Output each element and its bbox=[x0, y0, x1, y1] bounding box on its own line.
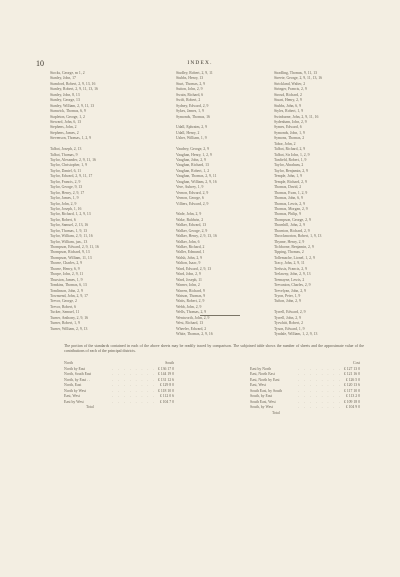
index-entry: Turner, Anthony, 2, 9, 16 bbox=[50, 315, 89, 320]
index-entry: Taylor, Francis, 2, 9 bbox=[50, 179, 81, 184]
table-header-value: Cost bbox=[353, 361, 360, 365]
index-entry: Tomlinson, John, 2, 9 bbox=[50, 288, 83, 293]
leader-dots: . . . . . . . . bbox=[112, 377, 157, 382]
index-entry: Symes, Edward, 6 bbox=[274, 125, 302, 130]
index-entry: Swift, Robert, 2 bbox=[176, 98, 201, 103]
index-entry: Turner, William, 2, 9, 13 bbox=[50, 326, 88, 331]
leader-dots: . . . . . . . . bbox=[112, 399, 157, 404]
index-entry: Taylor, George, 9, 13 bbox=[50, 185, 83, 190]
index-entry: Warner, John, 2 bbox=[176, 283, 200, 288]
index-entry: Villiers, Edward, 2, 9 bbox=[176, 201, 209, 206]
leader-dots: . . . . . . . . bbox=[112, 394, 157, 398]
index-entry: Waller, Edmund, 1 bbox=[176, 250, 205, 255]
index-entry: Thompson, Richard, 9, 13 bbox=[50, 250, 90, 255]
index-entry: Thomas, Lewis, 2, 9 bbox=[274, 201, 306, 206]
index-entry: Stanley, Robert, 2, 9, 11, 13, 16 bbox=[50, 87, 98, 92]
index-entry: Wheeler, Edward, 2 bbox=[176, 326, 207, 331]
row-label: East by North bbox=[250, 366, 272, 371]
leader-dots: . . . . . . . . bbox=[298, 388, 343, 393]
index-entry: Vaughan, Robert, 1, 2 bbox=[176, 168, 210, 173]
index-entry: Taylor, Robert, 6 bbox=[50, 217, 76, 222]
index-entry: Styles, Robert, 1, 9 bbox=[274, 109, 304, 114]
explanatory-note: The portion of the standards contained in each of the above sheets may be readily traced by comparison. The subjoined table shows the number of sheets and the approximate value of the contributions of each of the principal districts. bbox=[64, 344, 364, 354]
index-entry: Stubbs, Henry, 13 bbox=[176, 76, 204, 81]
index-entry: Thurston, James, 1, 9 bbox=[50, 277, 83, 282]
index-entry: Sykes, James, 1, 9 bbox=[176, 109, 204, 114]
row-value: £ 126 5 0 bbox=[345, 377, 360, 382]
index-entry: Sydenham, John, 2, 9 bbox=[274, 119, 307, 124]
table-total: Total bbox=[86, 405, 94, 409]
index-entry: Thornhill, John, 2, 9 bbox=[274, 223, 306, 228]
index-entry: Usher, William, 1, 9 bbox=[176, 136, 207, 141]
index-entry: Vaudrey, George, 2, 9 bbox=[176, 147, 210, 152]
index-entry: Thompson, Edward, 2, 9, 11, 16 bbox=[50, 245, 99, 249]
index-entry: Walker, Henry, 2, 9, 13, 16 bbox=[176, 234, 217, 239]
row-value: £ 120 13 6 bbox=[343, 383, 360, 387]
row-label: East, North East bbox=[250, 372, 275, 376]
index-entry: Tryon, Peter, 1, 9 bbox=[274, 293, 301, 298]
index-entry: Tracy, John, 2, 9, 11 bbox=[274, 261, 305, 266]
index-entry: Thomas, Morgan, 2, 9 bbox=[274, 206, 308, 211]
index-entry: Tabor, John, 2 bbox=[274, 141, 296, 146]
index-entry: Temple, John, 1, 9 bbox=[274, 174, 302, 179]
index-entry: Trevanion, Charles, 2, 9 bbox=[274, 283, 311, 288]
index-entry: Stapleton, George, 1, 2 bbox=[50, 114, 85, 119]
row-label: South, by West bbox=[250, 405, 273, 409]
index-entry: Tyrwhitt, Robert, 2 bbox=[274, 321, 304, 326]
index-entry: Warren, Richard, 9 bbox=[176, 288, 205, 293]
index-entry: Thorpe, John, 2, 9, 11 bbox=[50, 272, 84, 277]
index-entry: Stephens, John, 2 bbox=[50, 125, 77, 130]
table-rows bbox=[64, 367, 174, 406]
index-entry: Studley, Robert, 2, 9, 11 bbox=[176, 71, 213, 75]
index-entry: Swain, Richard, 6 bbox=[176, 92, 204, 97]
row-value: £ 129 8 0 bbox=[159, 383, 174, 387]
index-entry: Thomas, Philip, 9 bbox=[274, 212, 302, 217]
index-entry: Vernon, Edward, 2, 9 bbox=[176, 190, 209, 195]
index-entry: Walsh, John, 2, 9 bbox=[176, 255, 203, 260]
index-entry: Sydney, Edward, 2, 9 bbox=[176, 103, 209, 108]
index-entry: Thompson, William, 11, 13 bbox=[50, 255, 92, 260]
index-entry: Talbot, Sir John, 1, 2, 9 bbox=[274, 152, 310, 157]
index-entry: Wade, John, 2, 9 bbox=[176, 212, 202, 217]
index-entry: Tyrrell, John, 2, 9 bbox=[274, 315, 301, 320]
row-label: South East, West bbox=[250, 399, 276, 404]
row-label: North by East bbox=[64, 366, 86, 371]
index-entry: Throckmorton, Robert, 1, 9, 13 bbox=[274, 234, 322, 239]
value-table-right bbox=[250, 361, 360, 416]
index-entry: Taylor, Alexander, 2, 9, 11, 16 bbox=[50, 158, 96, 162]
page-number: 10 bbox=[36, 59, 44, 68]
row-label: East, West bbox=[64, 394, 80, 398]
index-entry: Udall, Henry, 2 bbox=[176, 130, 200, 135]
index-entry: Thynne, Henry, 2, 9 bbox=[274, 239, 305, 244]
index-entry: Stevenson, Thomas, 1, 2, 9 bbox=[50, 136, 92, 141]
index-entry: Thomas, John, 6, 9 bbox=[274, 196, 303, 201]
index-entry: Stamford, Robert, 2, 9, 13, 16 bbox=[50, 81, 96, 86]
index-entry: Walton, Isaac, 9 bbox=[176, 261, 201, 266]
index-entry: Vaughan, Henry, 1, 2, 9 bbox=[176, 152, 212, 157]
index-entry: Stanley, John, 8, 13 bbox=[50, 92, 80, 97]
table-row bbox=[64, 400, 174, 406]
index-entry: Tyson, Edward, 1, 9 bbox=[274, 326, 305, 331]
index-entry: Tyrrell, Edward, 2, 9 bbox=[274, 310, 306, 315]
leader-dots: . . . . . . . . bbox=[112, 366, 157, 371]
leader-dots: . . . . . . . . bbox=[298, 394, 343, 398]
index-entry: Temple, Richard, 2, 9 bbox=[274, 179, 307, 184]
row-value: £ 113 2 0 bbox=[345, 394, 360, 398]
row-label: South East, by South bbox=[250, 388, 282, 393]
row-value: £ 144 19 0 bbox=[157, 372, 174, 376]
index-entry: Thornton, Richard, 2, 9 bbox=[274, 228, 310, 233]
index-entry: Tremayne, Lewis, 2 bbox=[274, 277, 305, 282]
index-entry: Trelawny, John, 2, 9, 13 bbox=[274, 272, 311, 277]
index-entry: Wake, Baldwin, 2 bbox=[176, 217, 204, 222]
index-entry: Talbot, Richard, 2, 9 bbox=[274, 147, 306, 152]
row-label: North, South East bbox=[64, 372, 92, 376]
index-entry: Tanfield, Robert, 1, 9 bbox=[274, 158, 307, 162]
index-entry: Wentworth, John, 2, 9 bbox=[176, 315, 210, 320]
index-entry: West, Richard, 13 bbox=[176, 321, 204, 326]
row-label: South, by East bbox=[250, 394, 273, 398]
index-entry: Thomas, David, 2 bbox=[274, 185, 302, 190]
index-entry: Walker, Richard, 2 bbox=[176, 245, 205, 249]
row-label: North, by East . . bbox=[64, 377, 90, 382]
index-entry: Taylor, John, 2, 9 bbox=[50, 201, 77, 206]
index-entry: Turner, Robert, 1, 9 bbox=[50, 321, 80, 326]
index-entry: Vaughan, Richard, 13 bbox=[176, 163, 209, 168]
index-entry: Trefusis, Francis, 2, 9 bbox=[274, 266, 307, 271]
leader-dots: . . . . . . . . bbox=[112, 372, 157, 376]
index-entry: Stanley, George, 13 bbox=[50, 98, 80, 103]
index-entry: Trevor, Robert, 6 bbox=[50, 304, 77, 309]
index-entry: Tucker, Samuel, 11 bbox=[50, 310, 80, 315]
index-entry: Streete, George, 2, 9, 11, 13, 16 bbox=[274, 76, 323, 81]
index-entry: Tollemache, Lionel, 1, 2, 9 bbox=[274, 255, 315, 260]
index-entry: Stocks, George, m 1, 2 bbox=[50, 71, 85, 75]
index-entry: Taylor, Joseph, 1, 16 bbox=[50, 206, 82, 211]
table-header-label: North bbox=[64, 361, 73, 365]
index-entry: Sturt, Thomas, 2, 9 bbox=[176, 81, 206, 86]
leader-dots: . . . . . . . . bbox=[298, 377, 343, 382]
index-entry: Taylor, Daniel, 6, 11 bbox=[50, 168, 82, 173]
index-entry: Walker, George, 2, 9 bbox=[176, 228, 208, 233]
index-entry: Taylor, Abraham, 2 bbox=[274, 163, 304, 168]
index-entry: Stanley, John, 17 bbox=[50, 76, 76, 81]
index-entry: Taylor, Richard, 1, 2, 9, 13 bbox=[50, 212, 91, 217]
row-value: £ 117 10 0 bbox=[344, 388, 360, 393]
index-entry: Trevelyan, John, 2, 9 bbox=[274, 288, 306, 293]
index-entry: Watts, Robert, 2, 9 bbox=[176, 299, 205, 304]
index-entry: White, Thomas, 2, 9, 16 bbox=[176, 332, 213, 336]
index-entry: Tomkins, Thomas, 6, 13 bbox=[50, 283, 87, 288]
index-column-1 bbox=[50, 71, 168, 332]
index-entry: Udall, Ephraim, 2, 9 bbox=[176, 125, 208, 130]
index-entry: Ward, John, 2, 9 bbox=[176, 272, 201, 277]
row-value: £ 121 16 0 bbox=[343, 372, 360, 376]
table-total: Total bbox=[272, 410, 280, 415]
row-value: £ 118 10 0 bbox=[158, 388, 174, 393]
section-divider bbox=[200, 315, 240, 316]
index-entry: Thorne, Henry, 6, 9 bbox=[50, 266, 80, 271]
table-rows bbox=[250, 367, 360, 411]
index-entry: Stephens, James, 2 bbox=[50, 130, 79, 135]
index-entry: Strickland, Walter, 2 bbox=[274, 81, 306, 86]
index-entry: Taylor, James, 1, 9 bbox=[50, 196, 79, 201]
row-label: North by West bbox=[64, 388, 86, 393]
leader-dots: . . . . . . . . bbox=[298, 405, 343, 409]
index-entry: Stradling, Thomas, 9, 11, 13 bbox=[274, 71, 318, 75]
index-entry: Vaughan, Thomas, 2, 9, 11 bbox=[176, 174, 217, 179]
index-entry: Taylor, Benjamin, 2, 9 bbox=[274, 168, 308, 173]
index-entry: Vaughan, William, 2, 9, 16 bbox=[176, 179, 217, 184]
index-entry: Tichborne, Benjamin, 2, 9 bbox=[274, 245, 314, 249]
row-label: East, West bbox=[250, 383, 266, 387]
index-entry: Symons, Thomas, 2 bbox=[274, 136, 305, 141]
index-entry: Vernon, George, 6 bbox=[176, 196, 204, 201]
row-value: £ 131 12 6 bbox=[157, 377, 174, 382]
index-entry: Talbot, Joseph, 2, 13 bbox=[50, 147, 82, 152]
row-label: East by West bbox=[64, 399, 84, 404]
leader-dots: . . . . . . . . bbox=[298, 399, 343, 404]
index-entry: Taylor, Samuel, 2, 13, 16 bbox=[50, 223, 89, 228]
index-entry: Trevor, George, 2 bbox=[50, 299, 77, 304]
index-entry: Thorne, Charles, 2, 9 bbox=[50, 261, 83, 266]
leader-dots: . . . . . . . . bbox=[112, 383, 157, 387]
index-entry: Tyndale, William, 1, 2, 9, 13 bbox=[274, 332, 318, 336]
row-value: £ 109 18 0 bbox=[343, 399, 360, 404]
row-value: £ 127 13 0 bbox=[343, 366, 360, 371]
table-row bbox=[250, 405, 360, 411]
index-entry: Vere, Aubrey, 1, 9 bbox=[176, 185, 204, 190]
index-entry: Steward, John, 6, 13 bbox=[50, 119, 82, 124]
index-entry: Tipping, Thomas, 2 bbox=[274, 250, 304, 255]
index-entry: Vaughan, John, 2, 9 bbox=[176, 158, 206, 162]
index-entry: Taylor, Edward, 2, 9, 11, 17 bbox=[50, 174, 93, 179]
index-entry: Stubbs, John, 6, 9 bbox=[274, 103, 302, 108]
index-entry: Stringer, Francis, 2, 9 bbox=[274, 87, 307, 92]
index-entry: Wells, Thomas, 2, 9 bbox=[176, 310, 207, 315]
index-entry: Townsend, John, 2, 9, 17 bbox=[50, 293, 88, 298]
running-head: INDEX. bbox=[187, 60, 213, 66]
row-value: £ 104 9 0 bbox=[345, 405, 360, 409]
leader-dots: . . . . . . . . bbox=[298, 366, 343, 371]
index-entry: Tufton, John, 2, 9 bbox=[274, 299, 301, 304]
index-entry: Taylor, Christopher, 1, 9 bbox=[50, 163, 87, 168]
index-entry: Swinburne, John, 2, 9, 11, 16 bbox=[274, 114, 319, 119]
leader-dots: . . . . . . . . bbox=[112, 388, 157, 393]
index-entry: Stanley, William, 2, 9, 11, 13 bbox=[50, 103, 95, 108]
row-label: East, North by East bbox=[250, 377, 280, 382]
row-value: £ 104 7 0 bbox=[159, 399, 174, 404]
index-entry: Taylor, William, jun., 13 bbox=[50, 239, 88, 244]
index-entry: Stanwick, Thomas, 6, 9 bbox=[50, 109, 86, 114]
index-entry: Taylor, Thomas, 1, 9, 13 bbox=[50, 228, 88, 233]
value-table-left bbox=[64, 361, 174, 411]
index-entry: Taylor, Henry, 2, 9, 17 bbox=[50, 190, 85, 195]
row-label: North, East bbox=[64, 383, 82, 387]
index-entry: Stroud, Richard, 2 bbox=[274, 92, 302, 97]
index-entry: Ward, Joseph, 11 bbox=[176, 277, 202, 282]
index-entry: Ward, Edward, 2, 9, 13 bbox=[176, 266, 212, 271]
leader-dots: . . . . . . . . bbox=[298, 383, 343, 387]
index-entry: Taylor, William, 2, 9, 11, 16 bbox=[50, 234, 93, 239]
index-entry: Symonds, John, 1, 9 bbox=[274, 130, 305, 135]
index-entry: Thompson, George, 2, 9 bbox=[274, 217, 311, 222]
index-entry: Thomas, Evan, 1, 2, 9 bbox=[274, 190, 308, 195]
row-value: £ 112 0 6 bbox=[159, 394, 174, 398]
index-entry: Watson, Thomas, 9 bbox=[176, 293, 206, 298]
index-entry: Walker, Edward, 13 bbox=[176, 223, 207, 228]
row-value: £ 136 17 0 bbox=[157, 366, 174, 371]
index-entry: Walker, John, 6 bbox=[176, 239, 200, 244]
table-header-value: South bbox=[165, 361, 174, 365]
index-entry: Stuart, Henry, 2, 9 bbox=[274, 98, 302, 103]
index-column-3 bbox=[274, 71, 392, 337]
leader-dots: . . . . . . . . bbox=[298, 372, 343, 376]
index-entry: Symonds, Thomas, 16 bbox=[176, 114, 210, 119]
index-entry: Sutton, John, 2, 9 bbox=[176, 87, 203, 92]
index-entry: Talbot, Thomas, 9 bbox=[50, 152, 78, 157]
index-entry: Webb, John, 2, 9 bbox=[176, 304, 202, 309]
